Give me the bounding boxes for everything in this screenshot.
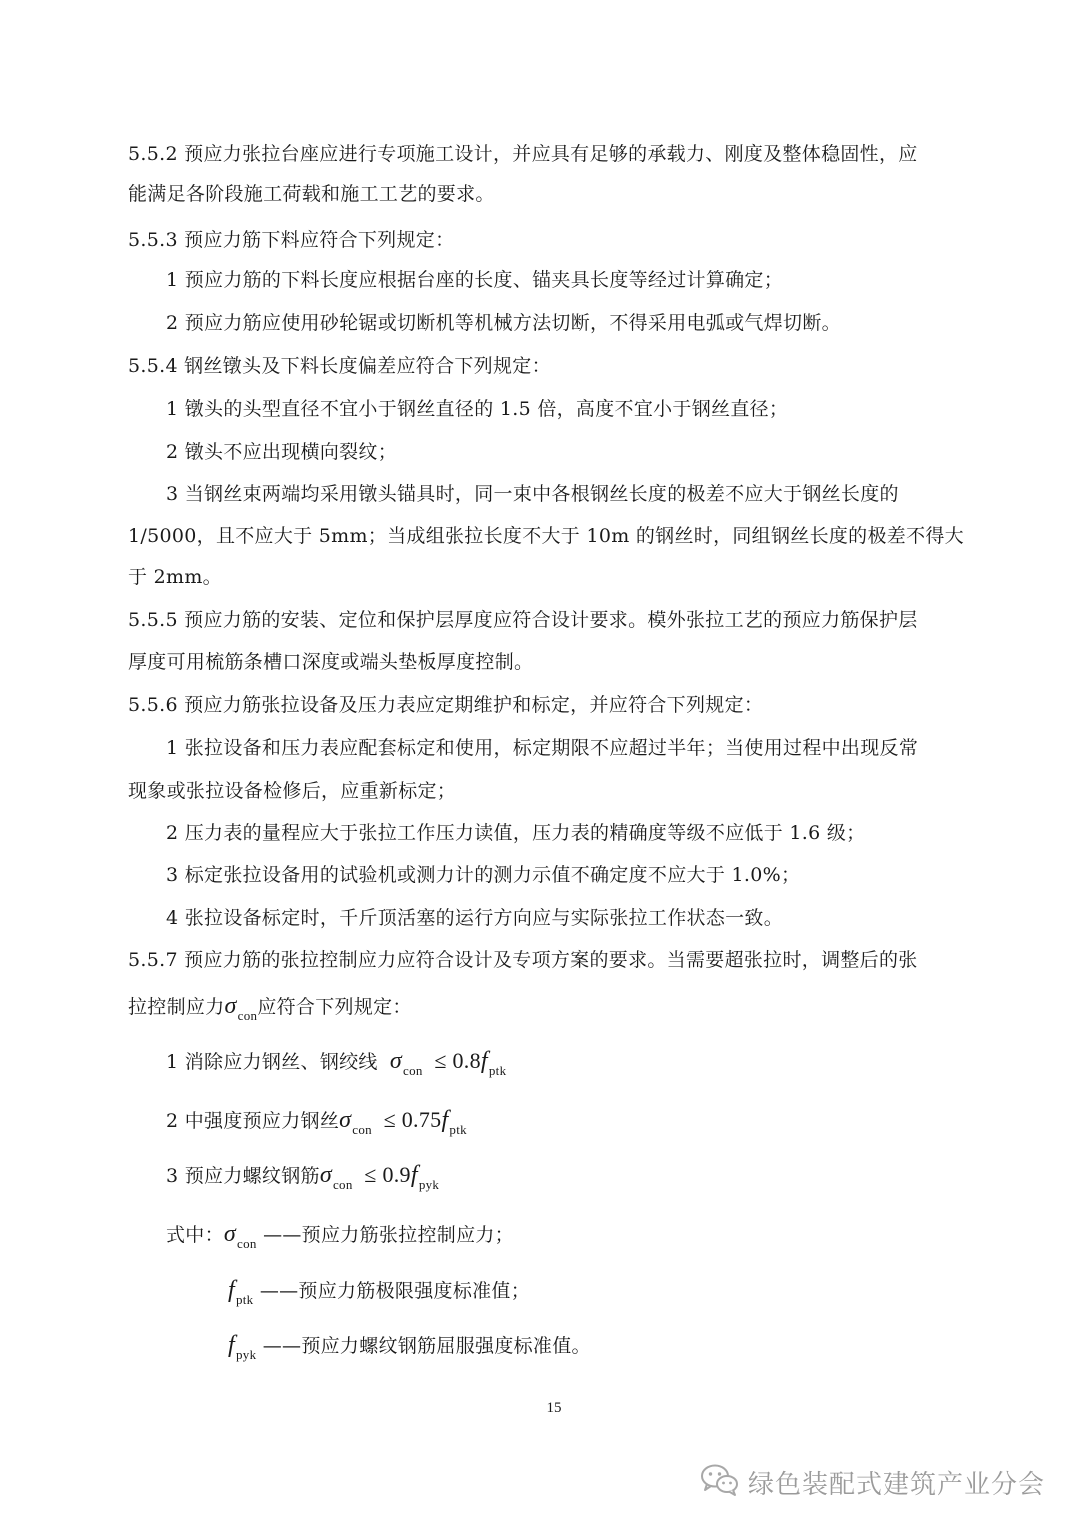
definition-sigma-con [166,1220,514,1251]
clause-5-5-3-item-1: 1 预应力筋的下料长度应根据台座的长度、锚夹具长度等经过计算确定； [166,269,784,291]
clause-5-5-4-item-3-line-2: 1/5000，且不应大于 5mm；当成组张拉长度不大于 10m 的钢丝时，同组钢丝长度的极差不得大 [128,525,964,547]
watermark [700,1462,1045,1502]
formula-1-label: 1 消除应力钢丝、钢绞线 [166,1051,378,1073]
clause-5-5-7-line-2 [128,992,412,1023]
clause-5-5-4-item-3-line-3: 于 2mm。 [128,566,222,588]
clause-5-5-4-item-3-line-1: 3 当钢丝束两端均采用镦头锚具时，同一束中各根钢丝长度的极差不应大于钢丝长度的 [166,483,899,505]
formula-1-expression: $\sigma_{con} \le 0.8f_{ptk}$ [389,1048,507,1078]
clause-5-5-6-item-2: 2 压力表的量程应大于张拉工作压力读值，压力表的精确度等级不应低于 1.6 级； [166,822,866,844]
clause-5-5-7-line-2-pre: 拉控制应力 [128,996,225,1018]
clause-5-5-6-item-4: 4 张拉设备标定时，千斤顶活塞的运行方向应与实际张拉工作状态一致。 [166,907,784,929]
clause-5-5-4-item-1: 1 镦头的头型直径不宜小于钢丝直径的 1.5 倍，高度不宜小于钢丝直径； [166,398,789,420]
formula-2 [166,1106,467,1137]
clause-5-5-4-item-2: 2 镦头不应出现横向裂纹； [166,441,398,463]
wechat-icon [700,1463,740,1501]
clause-5-5-6-heading: 5.5.6 预应力筋张拉设备及压力表应定期维护和标定，并应符合下列规定： [128,694,764,716]
definition-f-ptk [228,1276,530,1307]
sigma-con-symbol: $\sigma_{con}$ [224,993,258,1023]
definition-sigma-con-symbol: $\sigma_{con}$ [223,1221,257,1251]
clause-5-5-7-line-1: 5.5.7 预应力筋的张拉控制应力应符合设计及专项方案的要求。当需要超张拉时，调整后的张 [128,949,918,971]
formula-3-expression: $\sigma_{con} \le 0.9f_{pyk}$ [319,1162,440,1192]
definition-f-pyk-text: ——预应力螺纹钢筋屈服强度标准值。 [262,1335,591,1357]
watermark-text: 绿色装配式建筑产业分会 [748,1469,1046,1500]
formula-1 [166,1047,506,1078]
clause-5-5-2-line-1: 5.5.2 预应力张拉台座应进行专项施工设计，并应具有足够的承载力、刚度及整体稳固性，应 [128,143,918,165]
clause-5-5-4-heading: 5.5.4 钢丝镦头及下料长度偏差应符合下列规定： [128,355,551,377]
clause-5-5-6-item-1-line-1: 1 张拉设备和压力表应配套标定和使用，标定期限不应超过半年；当使用过程中出现反常 [166,737,919,759]
clause-5-5-5-line-1: 5.5.5 预应力筋的安装、定位和保护层厚度应符合设计要求。模外张拉工艺的预应力筋保护层 [128,609,918,631]
clause-5-5-5-line-2: 厚度可用梳筋条槽口深度或端头垫板厚度控制。 [128,651,534,673]
clause-5-5-6-item-3: 3 标定张拉设备用的试验机或测力计的测力示值不确定度不应大于 1.0%； [166,864,801,886]
clause-5-5-6-item-1-line-2: 现象或张拉设备检修后，应重新标定； [128,780,457,802]
formula-3-label: 3 预应力螺纹钢筋 [166,1165,320,1187]
definition-f-pyk-symbol: $f_{pyk}$ [228,1332,257,1362]
definition-sigma-con-text: ——预应力筋张拉控制应力； [263,1224,514,1246]
definition-f-pyk [228,1331,591,1362]
definition-f-ptk-text: ——预应力筋极限强度标准值； [259,1280,531,1302]
page-number: 15 [546,1400,562,1416]
formula-3 [166,1161,439,1192]
clause-5-5-3-item-2: 2 预应力筋应使用砂轮锯或切断机等机械方法切断，不得采用电弧或气焊切断。 [166,312,841,334]
clause-5-5-3-heading: 5.5.3 预应力筋下料应符合下列规定： [128,229,455,251]
formula-2-expression: $\sigma_{con} \le 0.75f_{ptk}$ [339,1107,467,1137]
definition-intro: 式中： [166,1224,224,1246]
definition-f-ptk-symbol: $f_{ptk}$ [228,1277,254,1307]
clause-5-5-7-line-2-post: 应符合下列规定： [257,996,412,1018]
clause-5-5-2-line-2: 能满足各阶段施工荷载和施工工艺的要求。 [128,183,495,205]
formula-2-label: 2 中强度预应力钢丝 [166,1110,340,1132]
